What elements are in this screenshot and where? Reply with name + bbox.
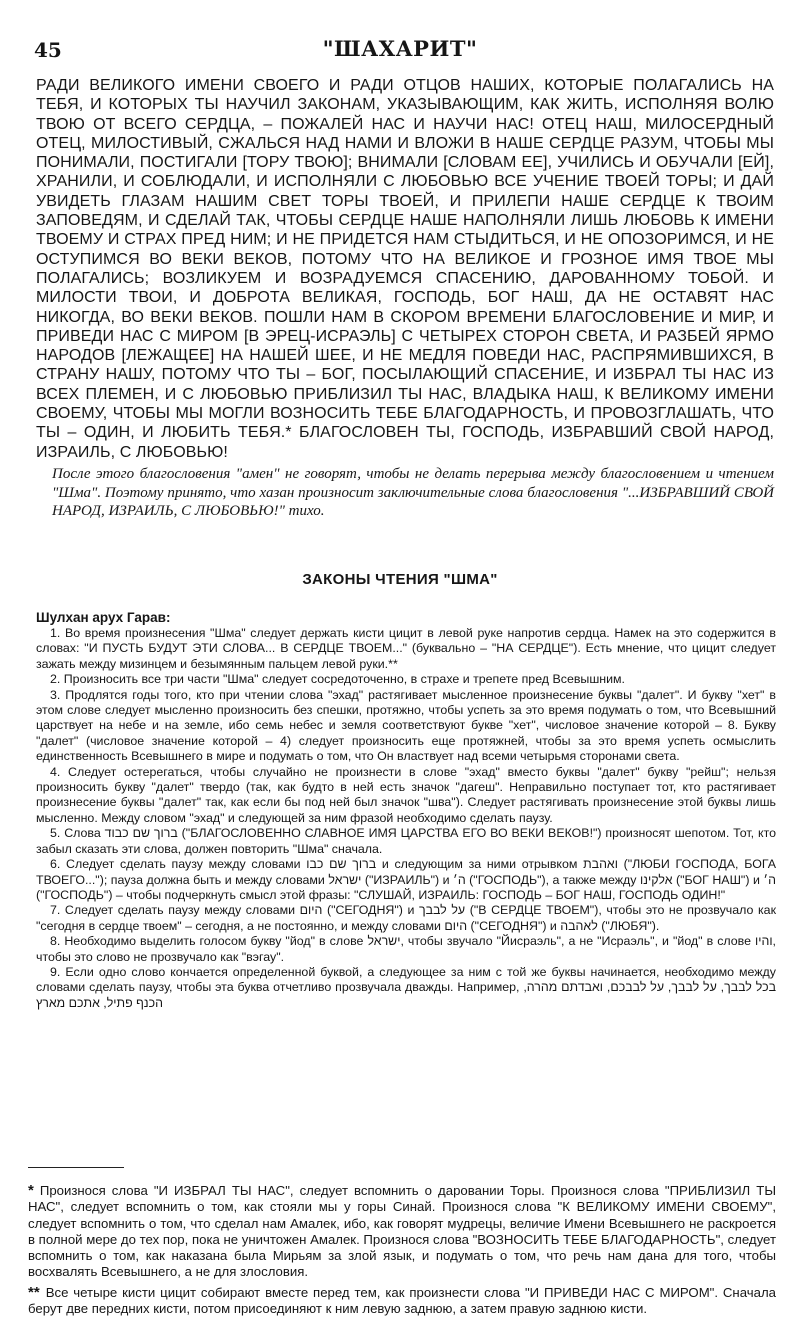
- footnote-2-text: Все четыре кисти цицит собирают вместе перед тем, как произнести слова "И ПРИВЕДИ НАС С МИРОМ". Сначала берут две передних кисти, потом присоединяют к ним левую заднюю, а затем правую заднюю кисти.: [28, 1284, 776, 1317]
- law-item-2: 2. Произносить все три части "Шма" следует сосредоточенно, в страхе и трепете пред Всевышним.: [50, 672, 625, 687]
- footnote-1-mark: *: [28, 1182, 34, 1199]
- law-item-8: 8. Необходимо выделить голосом букву "йод" в слове ישראל, чтобы звучало "Йисраэль", а не "Исраэль", и "йод" в слове והיו, чтобы это слово не прозвучало как "вэгау".: [36, 934, 776, 964]
- footnote-1-text: Произнося слова "И ИЗБРАЛ ТЫ НАС", следует вспомнить о даровании Торы. Произнося слова "ПРИБЛИЗИЛ ТЫ НАС", следует вспомнить о том, как стояли мы у горы Синай. Произнося слова "К ВЕЛИКОМУ ИМЕНИ СВОЕМУ", следует вспомнить о том, что сделал нам Амалек, ибо, как говорят мудрецы, величие Имени Всевышнего не раскроется в полной мере до тех пор, пока не уничтожен Амалек. Произнося слова "ВОЗНОСИТЬ ТЕБЕ БЛАГОДАРНОСТЬ", следует вспомнить о том, как наказана была Мирьям за злой язык, и подумать о том, что речь нам дана для того, чтобы восхвалять Всевышнего, а не для злословия.: [28, 1183, 776, 1280]
- law-item-3: 3. Продлятся годы того, кто при чтении слова "эхад" растягивает мысленное произнесение буквы "далет". И букву "хет" в этом слове следует мысленно произносить без спешки, протяжно, чтобы успеть за это время подумать о том, что Всевышний царствует на небе и на земле, ибо семь небес и земля соответствуют букве "хет", числовое значение которой – 8. Букву "далет" (числовое значение которой – 4) следует произносить еще протяжней, чтобы за это время успеть осмыслить единственность Всевышнего в мире и подумать о том, что Он властвует над всеми четырьмя сторонами света.: [36, 687, 776, 764]
- running-title: "ШАХАРИТ": [322, 36, 478, 61]
- footnote-1: [28, 1183, 776, 1281]
- instruction-note: После этого благословения "амен" не говорят, чтобы не делать перерыва между благословением и чтением "Шма". Поэтому принято, что хазан произносит заключительные слова благословения "...ИЗБРАВШИЙ СВОЙ НАРОД, ИЗРАИЛЬ, С ЛЮБОВЬЮ!" тихо.: [52, 466, 774, 519]
- law-item-6: 6. Следует сделать паузу между словами ברוך שם כבו и следующим за ними отрывком ואהבת ("ЛЮБИ ГОСПОДА, БОГА ТВОЕГО..."); пауза должна быть и между словами ישראל ("ИЗРАИЛЬ") и ה׳ ("ГОСПОДЬ"), а также между אלקינו ("БОГ НАШ") и ה׳ ("ГОСПОДЬ") – чтобы подчеркнуть смысл этой фразы: "СЛУШАЙ, ИЗРАИЛЬ: ГОСПОДЬ – БОГ НАШ, ГОСПОДЬ ОДИН!": [36, 857, 776, 902]
- footnote-2-mark: **: [28, 1283, 40, 1301]
- law-item-7: 7. Следует сделать паузу между словами היום ("СЕГОДНЯ") и על לבבך ("В СЕРДЦЕ ТВОЕМ"), чтобы это не прозвучало как "сегодня в сердце твоем" – сегодня, а не постоянно, и между словами היום ("СЕГОДНЯ") и לאהבה ("ЛЮБЯ").: [36, 903, 776, 933]
- law-item-5: 5. Слова ברוך שם כבוד ("БЛАГОСЛОВЕННО СЛАВНОЕ ИМЯ ЦАРСТВА ЕГО ВО ВЕКИ ВЕКОВ!") произносят шепотом. Тот, кто забыл сказать эти слова, должен повторить "Шма" сначала.: [36, 826, 777, 856]
- section-title: ЗАКОНЫ ЧТЕНИЯ "ШМА": [302, 571, 498, 588]
- footnote-divider: [28, 1167, 124, 1168]
- law-item-9: 9. Если одно слово кончается определенной буквой, а следующее за ним с той же буквы начинается, необходимо между словами сделать паузу, чтобы эта буква отчетливо прозвучала дважды. Например, בכל לבבך, על לבבך, על לבבכם, ואבדתם מהרה, הכנף פתיל, אתכם מארץ: [36, 964, 776, 1010]
- laws-section: [36, 609, 776, 1011]
- footnotes: [28, 1183, 776, 1321]
- law-item-1: 1. Во время произнесения "Шма" следует держать кисти цицит в левой руке напротив сердца. Намек на это содержится в словах: "И ПУСТЬ БУДУТ ЭТИ СЛОВА... В СЕРДЦЕ ТВОЕМ..." (буквально – "НА СЕРДЦЕ"). Есть мнение, что цицит следует зажать между мизинцем и безымянным пальцем левой руки.**: [36, 626, 776, 671]
- prayer-text: РАДИ ВЕЛИКОГО ИМЕНИ СВОЕГО И РАДИ ОТЦОВ НАШИХ, КОТОРЫЕ ПОЛАГАЛИСЬ НА ТЕБЯ, И КОТОРЫХ ТЫ НАУЧИЛ ЗАКОНАМ, УКАЗЫВАЮЩИМ, КАК ЖИТЬ, ИСПОЛНЯЯ ВОЛЮ ТВОЮ ОТ ВСЕГО СЕРДЦА, – ПОЖАЛЕЙ НАС И НАУЧИ НАС! ОТЕЦ НАШ, МИЛОСЕРДНЫЙ ОТЕЦ, МИЛОСТИВЫЙ, СЖАЛЬСЯ НАД НАМИ И ВЛОЖИ В НАШЕ СЕРДЦЕ РАЗУМ, ЧТОБЫ МЫ ПОНИМАЛИ, ПОСТИГАЛИ [ТОРУ ТВОЮ]; ВНИМАЛИ [СЛОВАМ ЕЕ], УЧИЛИСЬ И ОБУЧАЛИ [ЕЙ], ХРАНИЛИ, И СОБЛЮДАЛИ, И ИСПОЛНЯЛИ С ЛЮБОВЬЮ ВСЕ УЧЕНИЕ ТВОЕЙ ТОРЫ; И ДАЙ УВИДЕТЬ ГЛАЗАМ НАШИМ СВЕТ ТОРЫ ТВОЕЙ, И ПРИЛЕПИ НАШЕ СЕРДЦЕ К ТВОИМ ЗАПОВЕДЯМ, И СДЕЛАЙ ТАК, ЧТОБЫ СЕРДЦЕ НАШЕ НАПОЛНЯЛИ ЛИШЬ ЛЮБОВЬ К ИМЕНИ ТВОЕМУ И СТРАХ ПРЕД НИМ; И НЕ ПРИДЕТСЯ НАМ СТЫДИТЬСЯ, И НЕ ОПОЗОРИМСЯ, И НЕ ОСТУПИМСЯ ВО ВЕКИ ВЕКОВ, ПОТОМУ ЧТО НА ВЕЛИКОЕ И ГРОЗНОЕ ИМЯ ТВОЕ МЫ ПОЛАГАЛИСЬ; ВОЗЛИКУЕМ И ВОЗРАДУЕМСЯ СПАСЕНИЮ, ДАРОВАННОМУ ТОБОЙ. И МИЛОСТИ ТВОИ, И ДОБРОТА ВЕЛИКАЯ, ГОСПОДЬ, БОГ НАШ, ДА НЕ ОСТАВЯТ НАС НИКОГДА, ВО ВЕКИ ВЕКОВ. ПОШЛИ НАМ В СКОРОМ ВРЕМЕНИ БЛАГОСЛОВЕНИЕ И МИР, И ПРИВЕДИ НАС С МИРОМ [В ЭРЕЦ-ИСРАЭЛЬ] С ЧЕТЫРЕХ СТОРОН СВЕТА, И РАЗБЕЙ ЯРМО НАРОДОВ [ЛЕЖАЩЕЕ] НА НАШЕЙ ШЕЕ, И НЕ МЕДЛЯ ПОВЕДИ НАС, РАСПРЯМИВШИХСЯ, В СТРАНУ НАШУ, ПОТОМУ ЧТО ТЫ – БОГ, ПОСЫЛАЮЩИЙ СПАСЕНИЕ, И ИЗБРАЛ ТЫ НАС ИЗ ВСЕХ ПЛЕМЕН, И С ЛЮБОВЬЮ ПРИБЛИЗИЛ ТЫ НАС, ВЛАДЫКА НАШ, К ВЕЛИКОМУ ИМЕНИ СВОЕМУ, ЧТОБЫ МЫ МОГЛИ ВОЗНОСИТЬ ТЕБЕ БЛАГОДАРНОСТЬ, И ПРОВОЗГЛАШАТЬ, ЧТО ТЫ – ОДИН, И ЛЮБИТЬ ТЕБЯ.* БЛАГОСЛОВЕН ТЫ, ГОСПОДЬ, ИЗБРАВШИЙ СВОЙ НАРОД, ИЗРАИЛЬ, С ЛЮБОВЬЮ!: [36, 77, 774, 461]
- footnote-2: [28, 1285, 776, 1318]
- law-item-4: 4. Следует остерегаться, чтобы случайно не произнести в слове "эхад" вместо буквы "далет" букву "рейш"; нельзя произносить букву "далет" твердо (так, как будто в ней есть значок "дагеш". Неправильно поступает тот, кто растягивает произнесение буквы "далет" так, как если бы под ней был значок "шва"). Следует растягивать произнесение этой буквы лишь мысленно. Между словом "эхад" и следующей за ним фразой необходимо сделать паузу.: [36, 764, 776, 825]
- laws-source: Шулхан арух Гарав:: [36, 610, 171, 625]
- page-number: 45: [34, 38, 62, 62]
